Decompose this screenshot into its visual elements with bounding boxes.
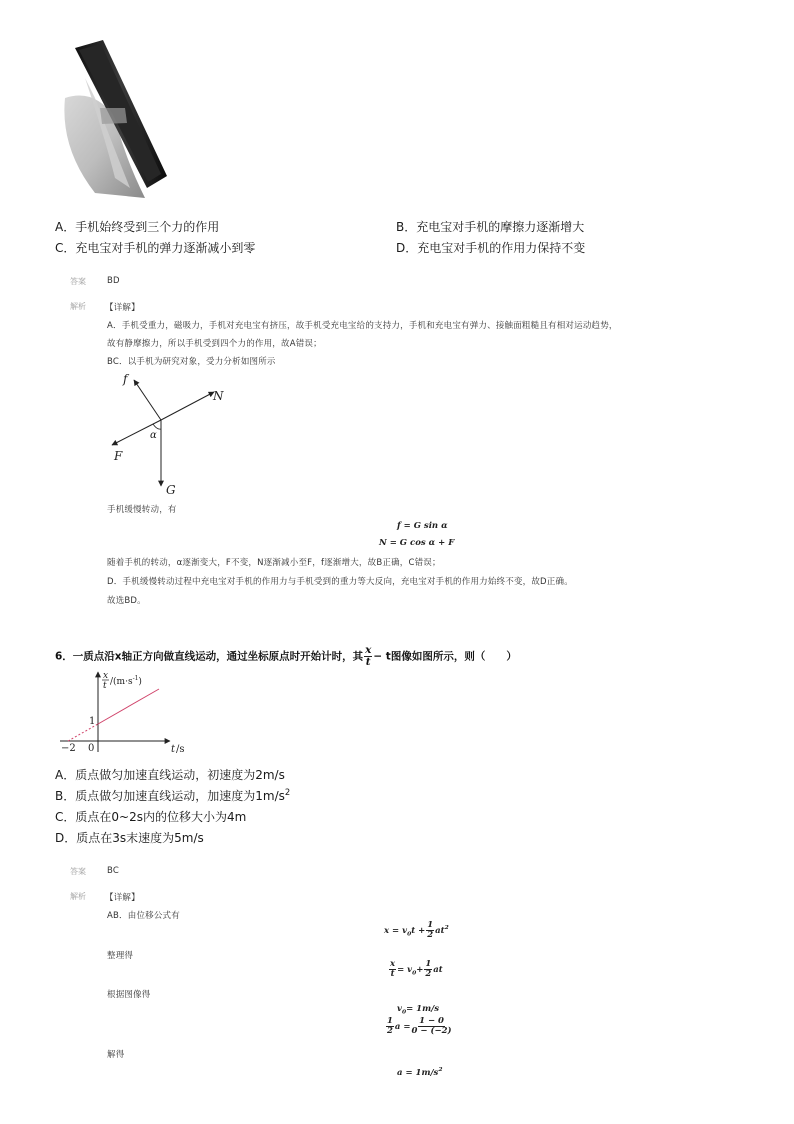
q5-option-d-text: 充电宝对手机的作用力保持不变 [417,241,586,255]
q6-stem-post: − t图像如图所示，则（ ） [373,650,517,663]
label-N: N [213,389,224,403]
q5-eq-2: N = G cos α + F [379,538,455,548]
q6-detail-tag: 【详解】 [105,893,140,903]
q6-analysis-label: 解析 [70,892,86,901]
q5-answer-label: 答案 [70,277,86,286]
q6-option-c-text: 质点在0~2s内的位移大小为4m [75,810,247,824]
q6-option-b-letter: B [55,789,64,803]
force-f-arrow [134,380,161,420]
force-diagram [106,368,236,500]
q6-answer-label: 答案 [70,867,86,876]
label-alpha: α [150,430,157,441]
q5-option-c: C．充电宝对手机的弹力逐渐减小到零 [55,241,256,255]
q6-eq-slope: $\frac{1}{2}$ a = $\frac{1 - 0}{0 - (-2)}$ [387,1016,452,1036]
q5-line-2: 故有静摩擦力，所以手机受到四个力的作用，故A错误； [107,339,322,349]
phone-photo [55,38,173,198]
q5-line-5: 随着手机的转动，α逐渐变大，F不变，N逐渐减小至F，f逐渐增大，故B正确，C错误； [107,558,441,568]
q6-option-b-text: 质点做匀加速直线运动，加速度为1m/s [75,789,285,803]
q6-line-4: 解得 [107,1050,125,1060]
q5-line-6: D．手机缓慢转动过程中充电宝对手机的作用力与手机受到的重力等大反向，充电宝对手机的作用力始终不变，故D正确。 [107,577,573,587]
q6-eq-v0: $v_0= 1m/s$ [397,1004,439,1016]
x-axis-var: t [171,744,176,755]
q6-line-3: 根据图像得 [107,990,151,1000]
q6-option-a-letter: A [55,768,64,782]
q6-option-d-text: 质点在3s末速度为5m/s [76,831,204,845]
q5-option-d: D．充电宝对手机的作用力保持不变 [396,241,586,255]
q5-option-a: A．手机始终受到三个力的作用 [55,220,220,234]
q6-stem-fraction [364,645,372,668]
q6-line-2: 整理得 [107,951,134,961]
y-axis-num: x [103,671,109,681]
label-f: f [123,372,128,386]
y-axis-unit: $/(m\cdot s^{-1})$ [110,675,142,687]
q6-option-d: D．质点在3s末速度为5m/s [55,831,204,845]
q6-option-c-letter: C [55,810,64,824]
q5-option-b-text: 充电宝对手机的摩擦力逐渐增大 [416,220,585,234]
q6-eq-displacement: $x = v_0t$ + $\frac{1}{2}$ $at^2$ [384,920,449,940]
q6-option-a: A．质点做匀加速直线运动，初速度为2m/s [55,768,285,782]
q5-option-c-letter: C [55,241,64,255]
q5-detail-tag: 【详解】 [105,303,140,313]
q5-answer: BD [107,276,120,286]
graph-line [98,689,159,724]
q6-option-c: C．质点在0~2s内的位移大小为4m [55,810,247,824]
q5-analysis-label: 解析 [70,302,86,311]
q6-answer: BC [107,866,120,876]
tick-x-neg2: −2 [61,743,76,754]
y-axis-den: t [103,681,107,691]
tick-y-1: 1 [89,716,96,727]
q6-eq-a: $a = 1m/s^2$ [397,1066,443,1078]
q5-line-7: 故选BD。 [107,596,146,606]
q6-option-a-text: 质点做匀加速直线运动，初速度为2m/s [75,768,285,782]
q5-option-c-text: 充电宝对手机的弹力逐渐减小到零 [75,241,256,255]
q6-option-b-sup: 2 [284,787,291,797]
q6-option-d-letter: D [55,831,65,845]
label-F: F [114,449,123,463]
q5-option-b: B．充电宝对手机的摩擦力逐渐增大 [396,220,585,234]
label-G: G [166,483,176,497]
q6-stem [55,645,517,668]
q6-line-1: AB．由位移公式有 [107,911,180,921]
q5-option-b-letter: B [396,220,405,234]
q6-option-b: B．质点做匀加速直线运动，加速度为$1m/s^2$ [55,787,291,803]
q5-line-3: BC．以手机为研究对象，受力分析如图所示 [107,357,276,367]
force-N-arrow [161,392,214,420]
q6-stem-frac-num: x [365,644,372,656]
q6-stem-frac-den: t [365,656,371,669]
q5-line-4: 手机缓慢转动，有 [107,505,177,515]
x-axis-unit: /s [176,744,185,755]
q5-option-a-letter: A [55,220,64,234]
q6-eq-xt: $\frac{x}{t}$ = $v_0+$ $\frac{1}{2}$ at [390,959,443,979]
q6-stem-pre: 6．一质点沿x轴正方向做直线运动，通过坐标原点时开始计时，其 [55,650,364,663]
q5-eq-1: f = G sin α [397,521,448,531]
q5-line-1: A．手机受重力，磁吸力，手机对充电宝有挤压，故手机受充电宝给的支持力，手机和充电宝有弹力、接触面粗糙且有相对运动趋势， [107,321,618,331]
tick-origin: 0 [88,743,95,754]
xt-graph [55,668,195,756]
q5-option-a-text: 手机始终受到三个力的作用 [75,220,220,234]
q5-option-d-letter: D [396,241,406,255]
